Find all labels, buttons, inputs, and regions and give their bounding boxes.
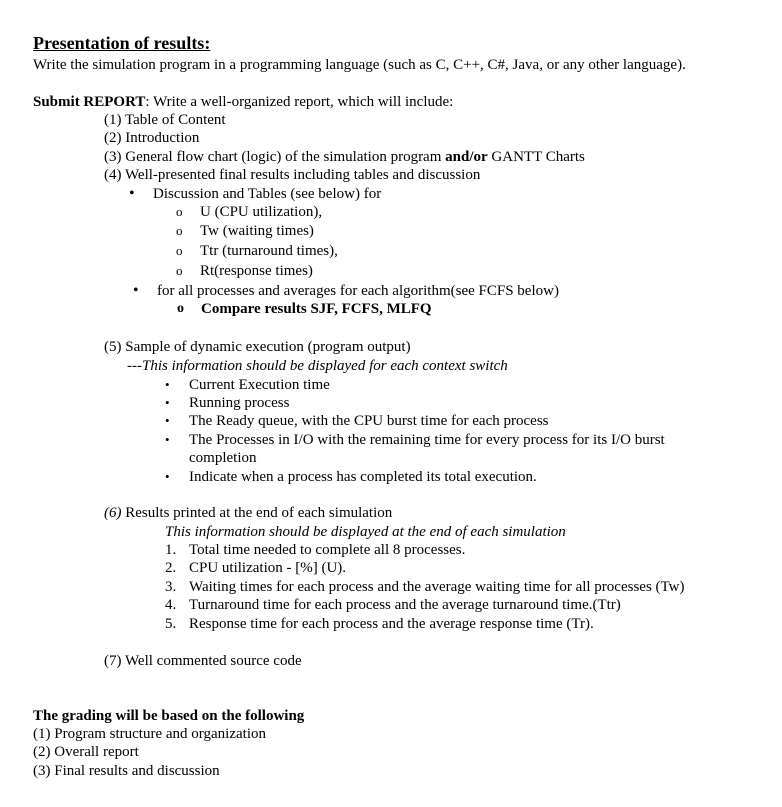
results-item-5-text: Response time for each process and the average response time (Tr). bbox=[189, 616, 594, 632]
results-item-3-text: Waiting times for each process and the average waiting time for all processes (Tw) bbox=[189, 579, 685, 595]
results-item-1-num: 1. bbox=[165, 542, 177, 558]
results-num: (6) bbox=[104, 505, 122, 521]
discussion-bullet: • Discussion and Tables (see below) for bbox=[153, 185, 381, 203]
sample-item-3: • The Ready queue, with the CPU burst time for each process bbox=[189, 412, 549, 430]
grading-title: The grading will be based on the following bbox=[33, 708, 305, 724]
results-item-4-num: 4. bbox=[165, 597, 177, 613]
report-item-3 bbox=[104, 148, 585, 166]
report-intro bbox=[33, 93, 453, 111]
report-item-3-bold: and/or bbox=[445, 149, 488, 165]
sample-item-4-cont: completion bbox=[189, 450, 257, 466]
grading-item-2: (2) Overall report bbox=[33, 744, 139, 760]
source-code-item: (7) Well commented source code bbox=[104, 653, 302, 669]
results-item-1 bbox=[165, 541, 466, 559]
sample-note: ---This information should be displayed for each context switch bbox=[127, 358, 508, 374]
sample-item-2: • Running process bbox=[189, 394, 289, 412]
report-item-1: (1) Table of Content bbox=[104, 112, 226, 128]
presentation-heading: Presentation of results: bbox=[33, 33, 211, 53]
results-item-5-num: 5. bbox=[165, 616, 177, 632]
report-item-4: (4) Well-presented final results including tables and discussion bbox=[104, 167, 481, 183]
report-text: : Write a well-organized report, which will include: bbox=[145, 94, 454, 110]
all-processes-bullet: • for all processes and averages for each algorithm(see FCFS below) bbox=[157, 282, 559, 300]
results-item-2-text: CPU utilization - [%] (U). bbox=[189, 560, 347, 576]
metric-tw: o Tw (waiting times) bbox=[200, 222, 314, 240]
metric-ttr: o Ttr (turnaround times), bbox=[200, 242, 338, 260]
results-item-3 bbox=[165, 578, 685, 596]
sample-title: (5) Sample of dynamic execution (program output) bbox=[104, 339, 411, 355]
sample-item-4: • The Processes in I/O with the remaining time for every process for its I/O burst bbox=[189, 431, 665, 449]
results-title bbox=[104, 504, 392, 522]
results-note: This information should be displayed at the end of each simulation bbox=[165, 524, 566, 540]
metric-rt: o Rt(response times) bbox=[200, 262, 313, 280]
results-item-3-num: 3. bbox=[165, 579, 177, 595]
results-item-2-num: 2. bbox=[165, 560, 177, 576]
results-item-4-text: Turnaround time for each process and the average turnaround time.(Ttr) bbox=[189, 597, 621, 613]
grading-item-3: (3) Final results and discussion bbox=[33, 763, 220, 779]
sample-item-5: • Indicate when a process has completed its total execution. bbox=[189, 468, 537, 486]
report-label: Submit REPORT bbox=[33, 94, 146, 110]
sample-item-1: • Current Execution time bbox=[189, 376, 330, 394]
compare-results: o Compare results SJF, FCFS, MLFQ bbox=[201, 300, 432, 318]
results-title-text: Results printed at the end of each simulation bbox=[121, 505, 393, 521]
results-item-5 bbox=[165, 615, 594, 633]
report-item-2: (2) Introduction bbox=[104, 130, 200, 146]
report-item-3-post: GANTT Charts bbox=[487, 149, 585, 165]
results-item-2 bbox=[165, 559, 347, 577]
grading-item-1: (1) Program structure and organization bbox=[33, 726, 266, 742]
results-item-1-text: Total time needed to complete all 8 processes. bbox=[189, 542, 466, 558]
metric-u: o U (CPU utilization), bbox=[200, 203, 322, 221]
results-item-4 bbox=[165, 596, 621, 614]
report-item-3-pre: (3) General flow chart (logic) of the simulation program bbox=[104, 149, 446, 165]
presentation-intro: Write the simulation program in a programming language (such as C, C++, C#, Java, or any other language). bbox=[33, 57, 686, 73]
